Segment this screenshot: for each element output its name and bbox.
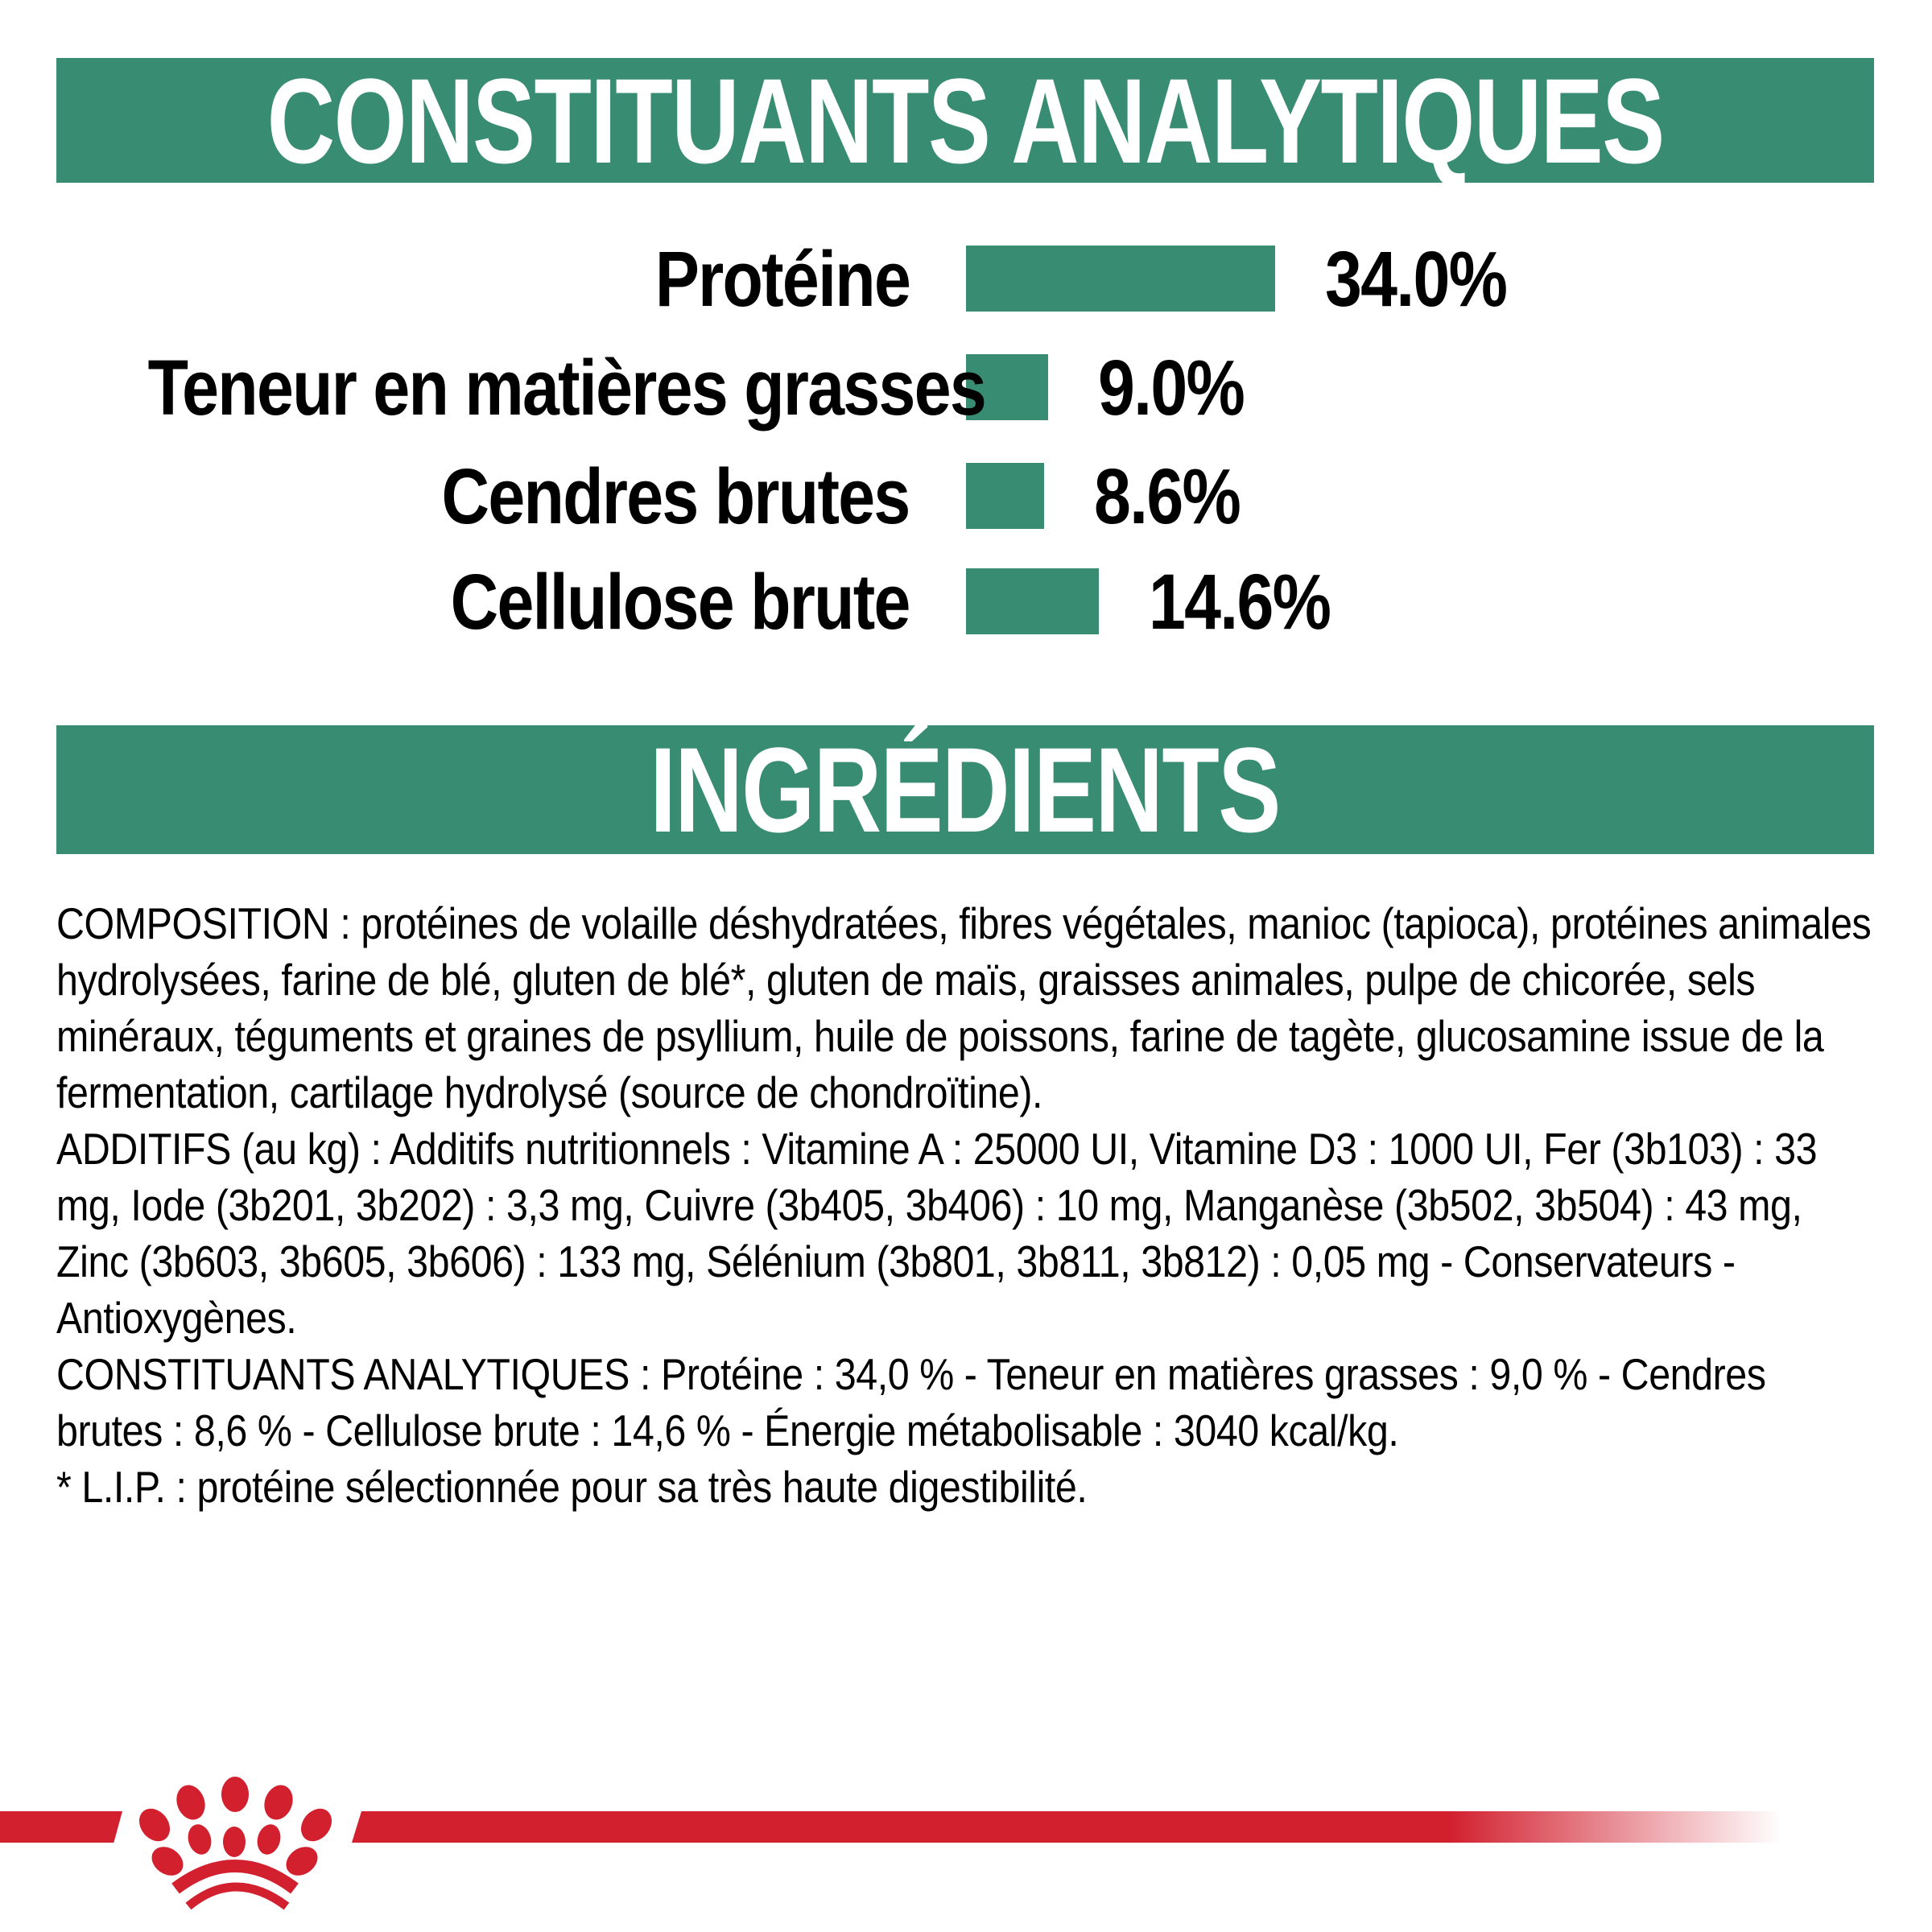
footer-stripe-left bbox=[0, 1811, 122, 1843]
chart-label-cendres-brutes: Cendres brutes bbox=[441, 452, 910, 540]
chart-value-cellulose-brute: 14.6% bbox=[1148, 557, 1331, 646]
chart-row-cendres-brutes bbox=[0, 452, 1932, 540]
chart-bar-cellulose-brute bbox=[966, 568, 1099, 634]
analytical-constituents-title: CONSTITUANTS ANALYTIQUES bbox=[266, 52, 1664, 188]
analytical-constituents-paragraph: CONSTITUANTS ANALYTIQUES : Protéine : 34,0 % - Teneur en matières grasses : 9,0 % - Cendres brutes : 8,6 % - Cellulose brute : 14,6 % - Énergie métabolisable : 3040 kcal/kg. bbox=[56, 1349, 1766, 1455]
chart-value-matieres-grasses: 9.0% bbox=[1097, 343, 1244, 431]
footer-stripe-right bbox=[352, 1811, 1796, 1843]
chart-label-matieres-grasses: Teneur en matières grasses bbox=[147, 343, 986, 431]
chart-row-matieres-grasses bbox=[0, 343, 1932, 431]
royal-canin-crown-logo bbox=[127, 1769, 343, 1918]
analytical-constituents-chart bbox=[0, 0, 1932, 692]
chart-bar-cendres-brutes bbox=[966, 463, 1044, 529]
chart-row-cellulose-brute bbox=[0, 557, 1932, 646]
composition-paragraph: COMPOSITION : protéines de volaille déshydratées, fibres végétales, manioc (tapioca), protéines animales hydrolysées, farine de blé, gluten de blé*, gluten de maïs, graisses animales, pulpe de chicorée, sels minéraux, téguments et graines de psyllium, huile de poissons, farine de tagète, glucosamine issue de la fermentation, cartilage hydrolysé (source de chondroïtine). bbox=[56, 898, 1872, 1117]
lip-footnote: * L.I.P. : protéine sélectionnée pour sa très haute digestibilité. bbox=[56, 1462, 1088, 1512]
ingredients-title: INGRÉDIENTS bbox=[650, 722, 1281, 857]
chart-label-proteine: Protéine bbox=[654, 234, 910, 323]
chart-value-cendres-brutes: 8.6% bbox=[1094, 452, 1241, 540]
crown-arcs bbox=[175, 1866, 295, 1906]
additives-paragraph: ADDITIFS (au kg) : Additifs nutritionnels : Vitamine A : 25000 UI, Vitamine D3 : 1000 UI, Fer (3b103) : 33 mg, Iode (3b201, 3b202) : 3,3 mg, Cuivre (3b405, 3b406) : 10 mg, Manganèse (3b502, 3b504) : 43 mg, Zinc (3b603, 3b605, 3b606) : 133 mg, Sélénium (3b801, 3b811, 3b812) : 0,05 mg - Conservateurs - Antioxygènes. bbox=[56, 1124, 1818, 1343]
ingredients-text-block bbox=[56, 895, 1877, 1515]
chart-value-proteine: 34.0% bbox=[1325, 234, 1507, 323]
ingredients-banner bbox=[56, 722, 1874, 857]
chart-bar-proteine bbox=[966, 246, 1275, 312]
chart-row-proteine bbox=[0, 234, 1932, 323]
chart-label-cellulose-brute: Cellulose brute bbox=[450, 557, 910, 646]
